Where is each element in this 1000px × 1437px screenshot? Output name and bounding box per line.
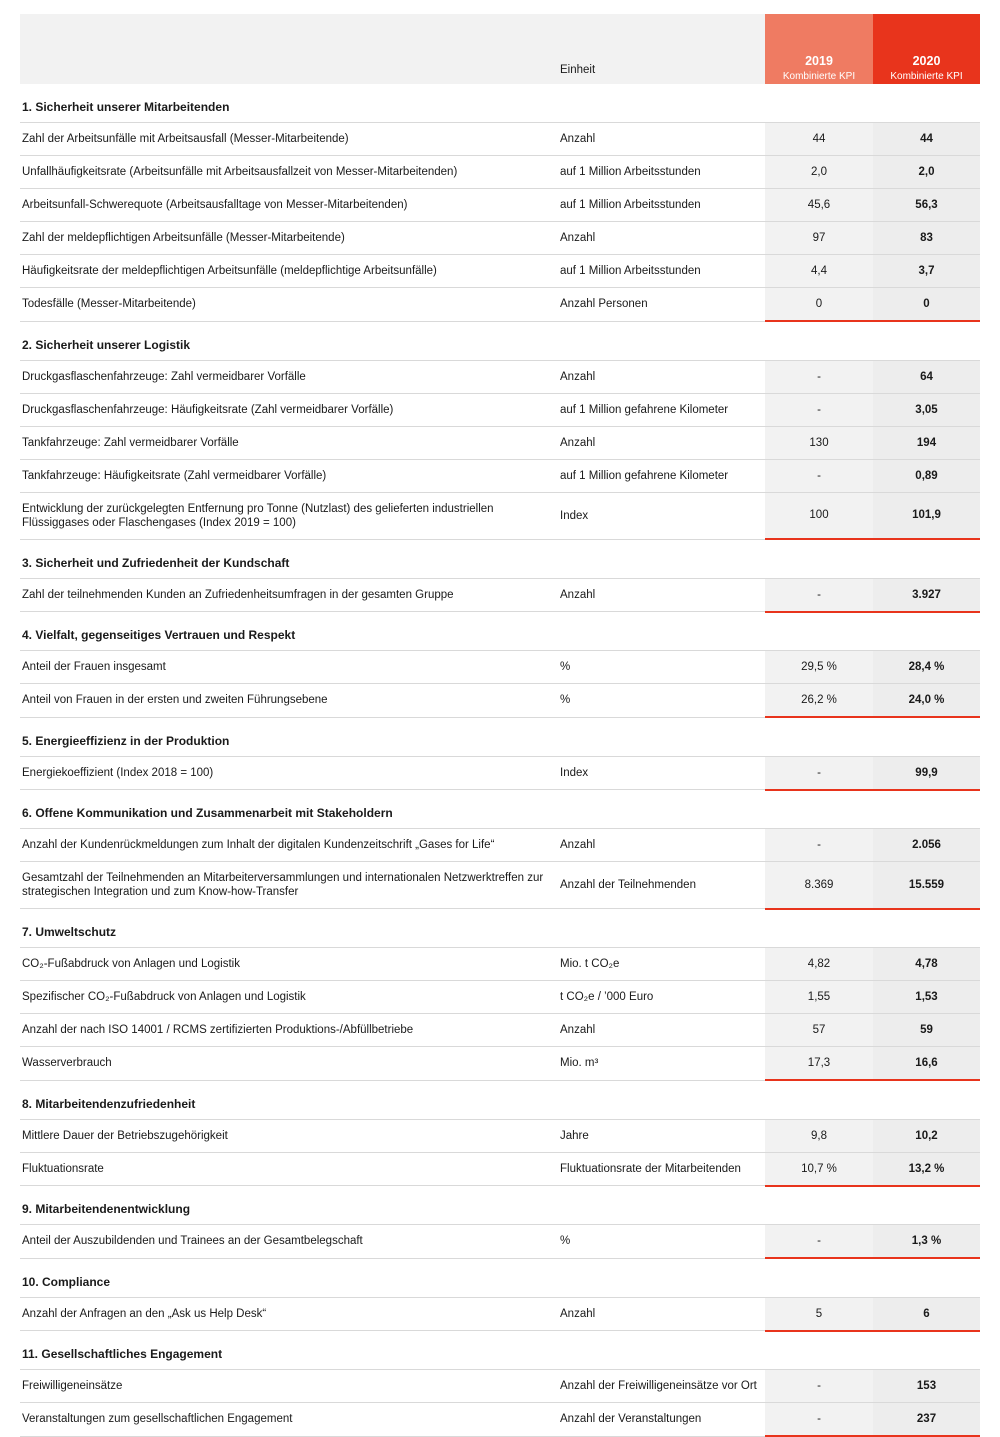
kpi-label: Arbeitsunfall-Schwerequote (Arbeitsausfalltage von Messer-Mitarbeitenden) xyxy=(20,189,550,222)
kpi-value-2020: 3,7 xyxy=(873,255,980,288)
kpi-unit: Anzahl xyxy=(550,1297,765,1331)
kpi-value-2020: 16,6 xyxy=(873,1047,980,1081)
kpi-label: Anteil der Auszubildenden und Trainees an der Gesamtbelegschaft xyxy=(20,1225,550,1259)
section-spacer-unit xyxy=(550,1080,765,1119)
kpi-label: Entwicklung der zurückgelegten Entfernung pro Tonne (Nutzlast) des gelieferten industriellen Flüssiggases oder Flaschengases (Index 2019 = 100) xyxy=(20,492,550,539)
kpi-value-2020: 99,9 xyxy=(873,756,980,790)
kpi-value-2019: 8.369 xyxy=(765,862,873,909)
table-row xyxy=(20,948,980,981)
kpi-unit: Anzahl xyxy=(550,360,765,393)
section-spacer-unit xyxy=(550,84,765,123)
kpi-value-2020: 0 xyxy=(873,288,980,322)
kpi-value-2019: - xyxy=(765,459,873,492)
section-spacer-prev xyxy=(765,909,873,948)
section-title: 4. Vielfalt, gegenseitiges Vertrauen und Respekt xyxy=(22,628,296,642)
section-title: 8. Mitarbeitendenzufriedenheit xyxy=(22,1096,196,1111)
kpi-value-2020: 15.559 xyxy=(873,862,980,909)
section-spacer-curr xyxy=(873,84,980,123)
kpi-value-2019: - xyxy=(765,360,873,393)
section-title: 5. Energieeffizienz in der Produktion xyxy=(22,733,230,748)
kpi-value-2019: 97 xyxy=(765,222,873,255)
kpi-unit: Fluktuationsrate der Mitarbeitenden xyxy=(550,1152,765,1186)
header-year-2019-subtitle: Kombinierte KPI xyxy=(782,71,856,82)
kpi-label: Anzahl der nach ISO 14001 / RCMS zertifizierten Produktions-/Abfüllbetriebe xyxy=(20,1014,550,1047)
section-spacer-unit xyxy=(550,1258,765,1297)
table-row xyxy=(20,651,980,684)
kpi-value-2019: 4,82 xyxy=(765,948,873,981)
kpi-label: Veranstaltungen zum gesellschaftlichen Engagement xyxy=(20,1403,550,1437)
section-spacer-curr xyxy=(873,1331,980,1370)
kpi-value-2019: - xyxy=(765,1370,873,1403)
kpi-value-2019: 10,7 % xyxy=(765,1152,873,1186)
kpi-unit: t CO₂e / ’000 Euro xyxy=(550,981,765,1014)
table-row xyxy=(20,1403,980,1437)
kpi-unit: Anzahl xyxy=(550,222,765,255)
section-title: 3. Sicherheit und Zufriedenheit der Kundschaft xyxy=(22,555,290,570)
kpi-label: Wasserverbrauch xyxy=(20,1047,550,1081)
kpi-value-2019: - xyxy=(765,1225,873,1259)
section-heading-row xyxy=(20,790,980,829)
table-row xyxy=(20,123,980,156)
kpi-value-2020: 101,9 xyxy=(873,492,980,539)
section-spacer-curr xyxy=(873,1186,980,1225)
kpi-label: Gesamtzahl der Teilnehmenden an Mitarbeiterversammlungen und internationalen Netzwerktreffen zur strategischen Integration und zum Know-how-Transfer xyxy=(20,862,550,909)
kpi-label: Fluktuationsrate xyxy=(20,1152,550,1186)
table-row xyxy=(20,756,980,790)
table-row xyxy=(20,1297,980,1331)
kpi-value-2020: 0,89 xyxy=(873,459,980,492)
kpi-value-2019: 44 xyxy=(765,123,873,156)
table-row xyxy=(20,459,980,492)
section-heading-row xyxy=(20,539,980,578)
kpi-value-2019: 100 xyxy=(765,492,873,539)
kpi-value-2020: 56,3 xyxy=(873,189,980,222)
table-body xyxy=(20,84,980,1436)
section-spacer-curr xyxy=(873,909,980,948)
kpi-value-2020: 1,53 xyxy=(873,981,980,1014)
header-year-2019-value: 2019 xyxy=(805,54,833,68)
table-row xyxy=(20,1014,980,1047)
kpi-value-2020: 24,0 % xyxy=(873,684,980,718)
kpi-value-2020: 83 xyxy=(873,222,980,255)
section-heading-row xyxy=(20,84,980,123)
kpi-value-2019: 1,55 xyxy=(765,981,873,1014)
kpi-value-2019: 26,2 % xyxy=(765,684,873,718)
kpi-label: Freiwilligeneinsätze xyxy=(20,1370,550,1403)
kpi-unit: Anzahl xyxy=(550,426,765,459)
kpi-label: Todesfälle (Messer-Mitarbeitende) xyxy=(20,288,550,322)
table-row xyxy=(20,1370,980,1403)
kpi-value-2019: - xyxy=(765,393,873,426)
table-row xyxy=(20,156,980,189)
header-year-2020-value: 2020 xyxy=(912,54,941,68)
kpi-value-2020: 13,2 % xyxy=(873,1152,980,1186)
kpi-table xyxy=(20,14,980,1437)
header-year-2020 xyxy=(873,14,980,84)
section-spacer-curr xyxy=(873,1258,980,1297)
kpi-unit: Anzahl Personen xyxy=(550,288,765,322)
table-row xyxy=(20,222,980,255)
section-spacer-prev xyxy=(765,321,873,360)
section-spacer-curr xyxy=(873,1080,980,1119)
section-heading-row xyxy=(20,909,980,948)
kpi-unit: Index xyxy=(550,756,765,790)
kpi-value-2019: 2,0 xyxy=(765,156,873,189)
section-spacer-prev xyxy=(765,1331,873,1370)
section-heading-row xyxy=(20,1331,980,1370)
section-spacer-prev xyxy=(765,1080,873,1119)
header-year-2019 xyxy=(765,14,873,84)
kpi-unit: auf 1 Million Arbeitsstunden xyxy=(550,156,765,189)
kpi-value-2019: - xyxy=(765,578,873,612)
kpi-value-2019: - xyxy=(765,1403,873,1437)
kpi-value-2020: 3,05 xyxy=(873,393,980,426)
kpi-value-2019: 57 xyxy=(765,1014,873,1047)
kpi-label: Anzahl der Anfragen an den „Ask us Help Desk“ xyxy=(20,1297,550,1331)
table-row xyxy=(20,684,980,718)
section-spacer-unit xyxy=(550,1331,765,1370)
header-unit-cell: Einheit xyxy=(550,14,765,84)
kpi-unit: Anzahl xyxy=(550,1014,765,1047)
table-row xyxy=(20,360,980,393)
section-heading-row xyxy=(20,1258,980,1297)
kpi-label: Zahl der meldepflichtigen Arbeitsunfälle (Messer-Mitarbeitende) xyxy=(20,222,550,255)
kpi-unit: Index xyxy=(550,492,765,539)
section-spacer-curr xyxy=(873,790,980,829)
kpi-unit: % xyxy=(550,1225,765,1259)
kpi-value-2020: 59 xyxy=(873,1014,980,1047)
table-row xyxy=(20,1152,980,1186)
table-row xyxy=(20,255,980,288)
kpi-value-2020: 10,2 xyxy=(873,1119,980,1152)
kpi-label: Druckgasflaschenfahrzeuge: Häufigkeitsrate (Zahl vermeidbarer Vorfälle) xyxy=(20,393,550,426)
kpi-label: Unfallhäufigkeitsrate (Arbeitsunfälle mit Arbeitsausfallzeit von Messer-Mitarbeitenden) xyxy=(20,156,550,189)
section-heading-row xyxy=(20,1080,980,1119)
section-spacer-unit xyxy=(550,539,765,578)
kpi-value-2019: - xyxy=(765,756,873,790)
table-row xyxy=(20,492,980,539)
section-spacer-unit xyxy=(550,1186,765,1225)
kpi-value-2019: 29,5 % xyxy=(765,651,873,684)
section-title: 10. Compliance xyxy=(22,1274,111,1289)
kpi-label: Zahl der Arbeitsunfälle mit Arbeitsausfall (Messer-Mitarbeitende) xyxy=(20,123,550,156)
section-spacer-prev xyxy=(765,539,873,578)
kpi-unit: Anzahl xyxy=(550,578,765,612)
kpi-value-2020: 4,78 xyxy=(873,948,980,981)
table-row xyxy=(20,189,980,222)
section-title: 7. Umweltschutz xyxy=(22,925,117,939)
table-row xyxy=(20,862,980,909)
kpi-label: Anteil von Frauen in der ersten und zweiten Führungsebene xyxy=(20,684,550,718)
kpi-unit: Anzahl xyxy=(550,829,765,862)
kpi-value-2019: 9,8 xyxy=(765,1119,873,1152)
table-row xyxy=(20,981,980,1014)
kpi-label: Druckgasflaschenfahrzeuge: Zahl vermeidbarer Vorfälle xyxy=(20,360,550,393)
table-row xyxy=(20,1047,980,1081)
kpi-unit: Jahre xyxy=(550,1119,765,1152)
kpi-unit: auf 1 Million Arbeitsstunden xyxy=(550,189,765,222)
kpi-label: Häufigkeitsrate der meldepflichtigen Arbeitsunfälle (meldepflichtige Arbeitsunfälle) xyxy=(20,255,550,288)
section-spacer-prev xyxy=(765,790,873,829)
kpi-value-2019: 45,6 xyxy=(765,189,873,222)
kpi-label: Tankfahrzeuge: Häufigkeitsrate (Zahl vermeidbarer Vorfälle) xyxy=(20,459,550,492)
kpi-unit: Anzahl der Veranstaltungen xyxy=(550,1403,765,1437)
header-year-2020-subtitle: Kombinierte KPI xyxy=(890,71,963,82)
kpi-label: Tankfahrzeuge: Zahl vermeidbarer Vorfälle xyxy=(20,426,550,459)
section-heading-row xyxy=(20,612,980,651)
kpi-value-2019: 130 xyxy=(765,426,873,459)
section-heading-row xyxy=(20,1186,980,1225)
kpi-value-2019: 0 xyxy=(765,288,873,322)
section-title: 11. Gesellschaftliches Engagement xyxy=(22,1347,223,1361)
kpi-value-2020: 3.927 xyxy=(873,578,980,612)
kpi-unit: Anzahl xyxy=(550,123,765,156)
kpi-label: Zahl der teilnehmenden Kunden an Zufriedenheitsumfragen in der gesamten Gruppe xyxy=(20,578,550,612)
kpi-unit: % xyxy=(550,684,765,718)
table-row xyxy=(20,288,980,322)
section-spacer-curr xyxy=(873,612,980,651)
kpi-unit: auf 1 Million gefahrene Kilometer xyxy=(550,459,765,492)
section-spacer-unit xyxy=(550,717,765,756)
kpi-value-2020: 237 xyxy=(873,1403,980,1437)
kpi-label: CO₂-Fußabdruck von Anlagen und Logistik xyxy=(20,948,550,981)
kpi-value-2020: 6 xyxy=(873,1297,980,1331)
section-spacer-curr xyxy=(873,717,980,756)
section-title: 1. Sicherheit unserer Mitarbeitenden xyxy=(22,100,230,114)
kpi-unit: Anzahl der Teilnehmenden xyxy=(550,862,765,909)
kpi-unit: auf 1 Million Arbeitsstunden xyxy=(550,255,765,288)
table-row xyxy=(20,829,980,862)
section-spacer-curr xyxy=(873,321,980,360)
kpi-value-2020: 194 xyxy=(873,426,980,459)
section-title: 2. Sicherheit unserer Logistik xyxy=(22,337,191,352)
header-label-cell xyxy=(20,14,550,84)
section-heading-row xyxy=(20,321,980,360)
kpi-unit: % xyxy=(550,651,765,684)
kpi-value-2020: 64 xyxy=(873,360,980,393)
kpi-label: Spezifischer CO₂-Fußabdruck von Anlagen und Logistik xyxy=(20,981,550,1014)
table-row xyxy=(20,578,980,612)
table-row xyxy=(20,1225,980,1259)
kpi-value-2020: 28,4 % xyxy=(873,651,980,684)
section-heading-row xyxy=(20,717,980,756)
table-row xyxy=(20,1119,980,1152)
kpi-unit: Mio. m³ xyxy=(550,1047,765,1081)
kpi-unit: auf 1 Million gefahrene Kilometer xyxy=(550,393,765,426)
section-title: 9. Mitarbeitendenentwicklung xyxy=(22,1202,191,1216)
section-spacer-prev xyxy=(765,1186,873,1225)
kpi-value-2020: 44 xyxy=(873,123,980,156)
kpi-value-2020: 1,3 % xyxy=(873,1225,980,1259)
kpi-value-2019: 4,4 xyxy=(765,255,873,288)
kpi-label: Mittlere Dauer der Betriebszugehörigkeit xyxy=(20,1119,550,1152)
table-row xyxy=(20,426,980,459)
section-spacer-prev xyxy=(765,717,873,756)
section-spacer-unit xyxy=(550,612,765,651)
table-header xyxy=(20,14,980,84)
section-spacer-unit xyxy=(550,321,765,360)
kpi-value-2020: 2.056 xyxy=(873,829,980,862)
kpi-label: Energiekoeffizient (Index 2018 = 100) xyxy=(20,756,550,790)
section-spacer-prev xyxy=(765,84,873,123)
section-title: 6. Offene Kommunikation und Zusammenarbeit mit Stakeholdern xyxy=(22,806,393,820)
table-row xyxy=(20,393,980,426)
kpi-value-2019: - xyxy=(765,829,873,862)
section-spacer-unit xyxy=(550,790,765,829)
kpi-value-2020: 153 xyxy=(873,1370,980,1403)
kpi-value-2020: 2,0 xyxy=(873,156,980,189)
section-spacer-prev xyxy=(765,1258,873,1297)
kpi-value-2019: 5 xyxy=(765,1297,873,1331)
kpi-label: Anteil der Frauen insgesamt xyxy=(20,651,550,684)
section-spacer-unit xyxy=(550,909,765,948)
kpi-value-2019: 17,3 xyxy=(765,1047,873,1081)
kpi-unit: Anzahl der Freiwilligeneinsätze vor Ort xyxy=(550,1370,765,1403)
section-spacer-prev xyxy=(765,612,873,651)
section-spacer-curr xyxy=(873,539,980,578)
kpi-label: Anzahl der Kundenrückmeldungen zum Inhalt der digitalen Kundenzeitschrift „Gases for Life“ xyxy=(20,829,550,862)
kpi-unit: Mio. t CO₂e xyxy=(550,948,765,981)
